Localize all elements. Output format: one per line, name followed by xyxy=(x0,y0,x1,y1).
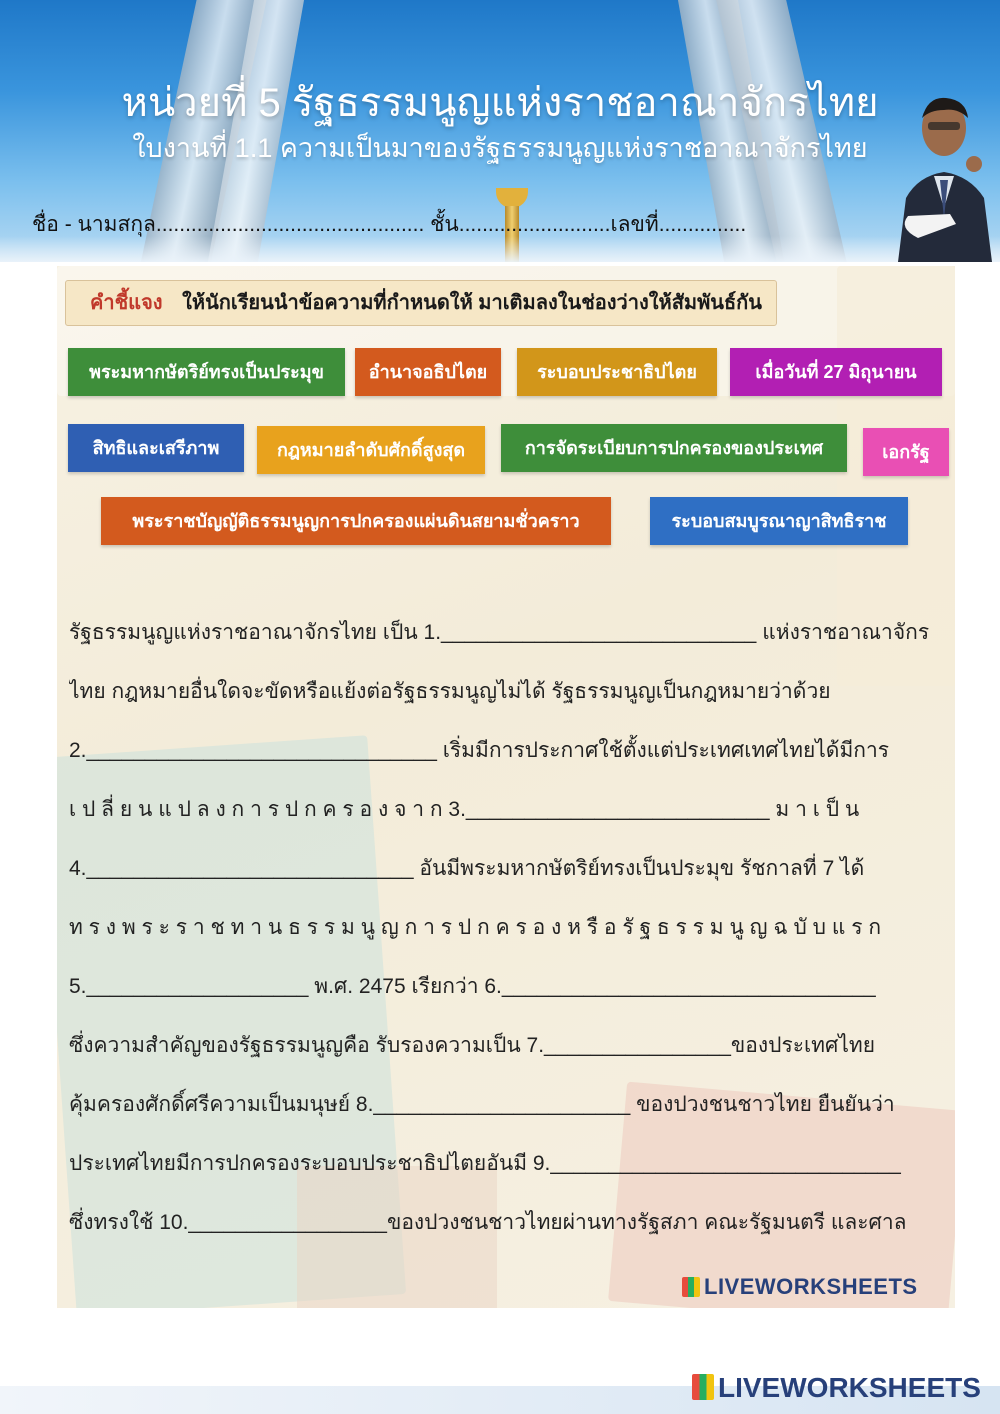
instruction-lead: คำชี้แจง xyxy=(90,292,163,314)
word-bank-tag[interactable]: ระบอบสมบูรณาญาสิทธิราช xyxy=(650,497,908,545)
student-info-line: ชื่อ - นามสกุล.............................................. ชั้น..........................เลขที่............... xyxy=(32,213,747,236)
page-subtitle: ใบงานที่ 1.1 ความเป็นมาของรัฐธรรมนูญแห่งราชอาณาจักรไทย xyxy=(132,133,868,163)
passage-line: ซึ่งความสำคัญของรัฐธรรมนูญคือ รับรองความเป็น 7.________________ของประเทศไทย xyxy=(69,1034,876,1057)
passage-line: คุ้มครองศักดิ์ศรีความเป็นมนุษย์ 8.______________________ ของปวงชนชาวไทย ยืนยันว่า xyxy=(69,1093,895,1116)
footer-liveworksheets-logo: LIVEWORKSHEETS xyxy=(692,1372,992,1408)
passage-line: 2.______________________________ เริ่มมีการประกาศใช้ตั้งแต่ประเทศเทศไทยได้มีการ xyxy=(69,739,890,762)
passage-line: ประเทศไทยมีการปกครองระบอบประชาธิปไตยอันมี 9.______________________________ xyxy=(69,1152,901,1175)
liveworksheets-logo-icon xyxy=(682,1277,700,1297)
word-bank-tag[interactable]: กฎหมายลำดับศักดิ์สูงสุด xyxy=(257,426,485,474)
passage-line: 4.____________________________ อันมีพระมหากษัตริย์ทรงเป็นประมุข รัชกาลที่ 7 ได้ xyxy=(69,857,865,880)
word-bank-tag[interactable]: ระบอบประชาธิปไตย xyxy=(517,348,717,396)
liveworksheets-logo: LIVEWORKSHEETS xyxy=(682,1274,950,1304)
word-bank-tag[interactable]: เอกรัฐ xyxy=(863,428,949,476)
worksheet-panel xyxy=(57,266,955,1308)
passage-line: ซึ่งทรงใช้ 10._________________ของปวงชนชาวไทยผ่านทางรัฐสภา คณะรัฐมนตรี และศาล xyxy=(69,1211,907,1234)
word-bank-tag[interactable]: อำนาจอธิปไตย xyxy=(355,348,501,396)
word-bank-tag[interactable]: พระราชบัญญัติธรรมนูญการปกครองแผ่นดินสยามชั่วคราว xyxy=(101,497,611,545)
word-bank-tag[interactable]: เมื่อวันที่ 27 มิถุนายน xyxy=(730,348,942,396)
instruction-box xyxy=(65,280,777,326)
passage-line: รัฐธรรมนูญแห่งราชอาณาจักรไทย เป็น 1.___________________________ แห่งราชอาณาจักร xyxy=(69,621,930,644)
word-bank-tag[interactable]: พระมหากษัตริย์ทรงเป็นประมุข xyxy=(68,348,345,396)
word-bank-tag[interactable]: การจัดระเบียบการปกครองของประเทศ xyxy=(501,424,847,472)
teacher-photo xyxy=(888,88,1000,262)
word-bank-tag[interactable]: สิทธิและเสรีภาพ xyxy=(68,424,244,472)
page-title: หน่วยที่ 5 รัฐธรรมนูญแห่งราชอาณาจักรไทย xyxy=(121,81,879,125)
passage-line: ท ร ง พ ร ะ ร า ช ท า น ธ ร ร ม นู ญ ก า ร ป ก ค ร อ ง ห รื อ รั ฐ ธ ร ร ม นู ญ ฉ บั บ แ ร ก xyxy=(69,916,882,939)
passage-line: ไทย กฎหมายอื่นใดจะขัดหรือแย้งต่อรัฐธรรมนูญไม่ได้ รัฐธรรมนูญเป็นกฎหมายว่าด้วย xyxy=(69,680,831,703)
instruction-text: ให้นักเรียนนำข้อความที่กำหนดให้ มาเติมลงในช่องว่างให้สัมพันธ์กัน xyxy=(182,292,762,314)
liveworksheets-logo-icon xyxy=(692,1374,714,1400)
passage-line: 5.___________________ พ.ศ. 2475 เรียกว่า 6.________________________________ xyxy=(69,975,876,998)
header-banner xyxy=(0,0,1000,262)
passage-line: เ ป ลี่ ย น แ ป ล ง ก า ร ป ก ค ร อ ง จ า ก 3.__________________________ ม า เ ป็ น xyxy=(69,798,860,821)
